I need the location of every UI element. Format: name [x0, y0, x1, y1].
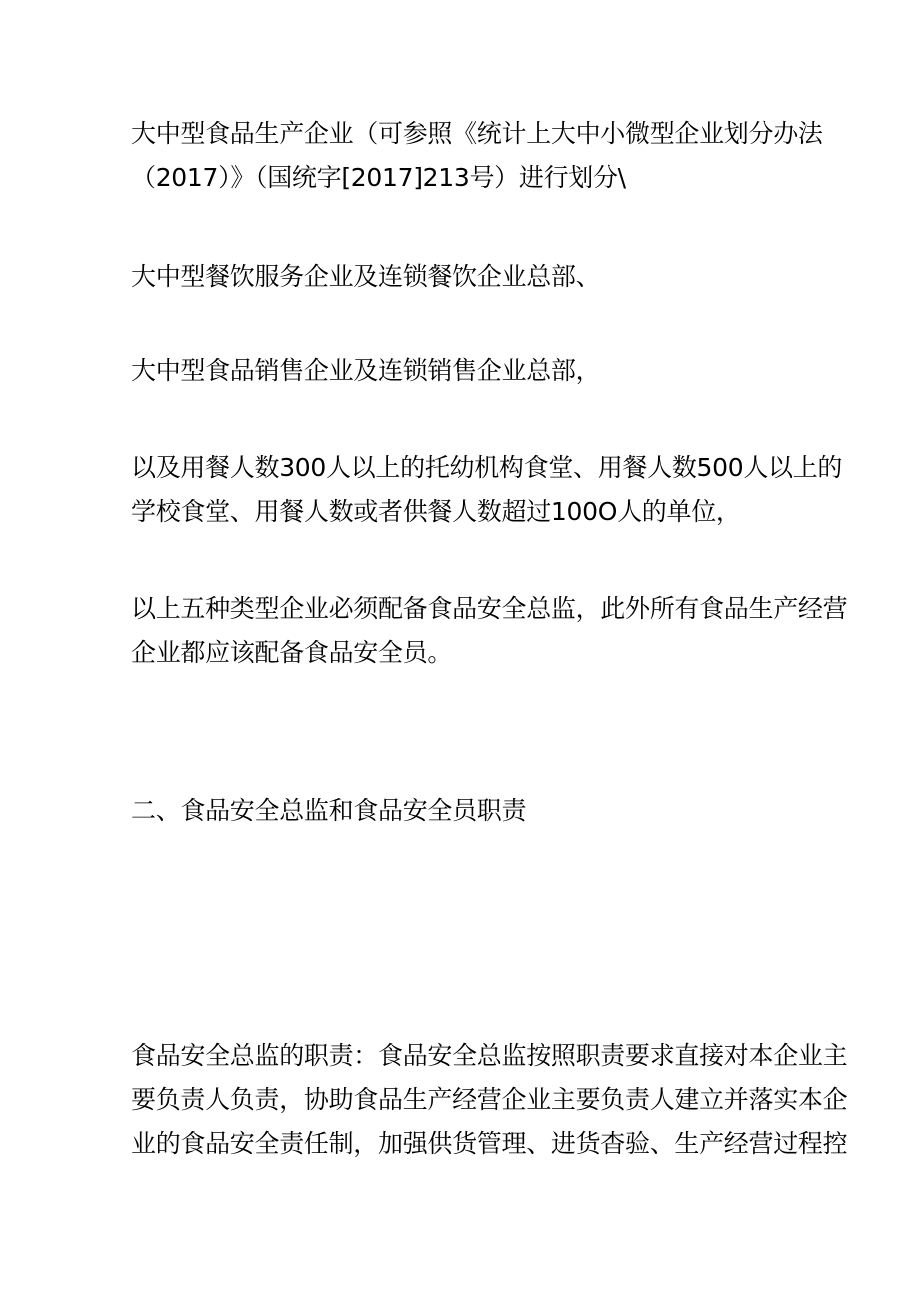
paragraph-enterprise-scale — [131, 112, 823, 200]
text-line: 以上五种类型企业必须配备食品安全总监，此外所有食品生产经营 — [131, 594, 848, 623]
text-line: 大中型食品生产企业（可参照《统计上大中小微型企业划分办法 — [131, 119, 823, 148]
text-line: 学校食堂、用餐人数或者供餐人数超过100O人的单位， — [131, 497, 741, 526]
text-line: 以及用餐人数300人以上的托幼机构食堂、用餐人数500人以上的 — [131, 453, 843, 482]
section-heading-text: 二、食品安全总监和食品安全员职责 — [131, 796, 527, 825]
text-line: 要负责人负责，协助食品生产经营企业主要负责人建立并落实本企 — [131, 1085, 848, 1114]
text-line: 食品安全总监的职责：食品安全总监按照职责要求直接对本企业主 — [131, 1041, 848, 1070]
paragraph-sales-enterprises — [131, 349, 801, 393]
text-line: 业的食品安全责任制，加强供货管理、进货杳验、生产经营过程控 — [131, 1129, 848, 1158]
paragraph-director-duties — [131, 1034, 848, 1166]
text-line: （2017）》（国统字[2017]213号）进行划分\ — [131, 163, 626, 192]
paragraph-catering-enterprises — [131, 255, 801, 299]
section-heading — [131, 789, 801, 833]
text-line: 大中型食品销售企业及连锁销售企业总部， — [131, 356, 601, 385]
text-line: 企业都应该配备食品安全员。 — [131, 638, 453, 667]
paragraph-canteens — [131, 446, 843, 534]
paragraph-requirement-summary — [131, 587, 848, 675]
text-line: 大中型餐饮服务企业及连锁餐饮企业总部、 — [131, 262, 601, 291]
